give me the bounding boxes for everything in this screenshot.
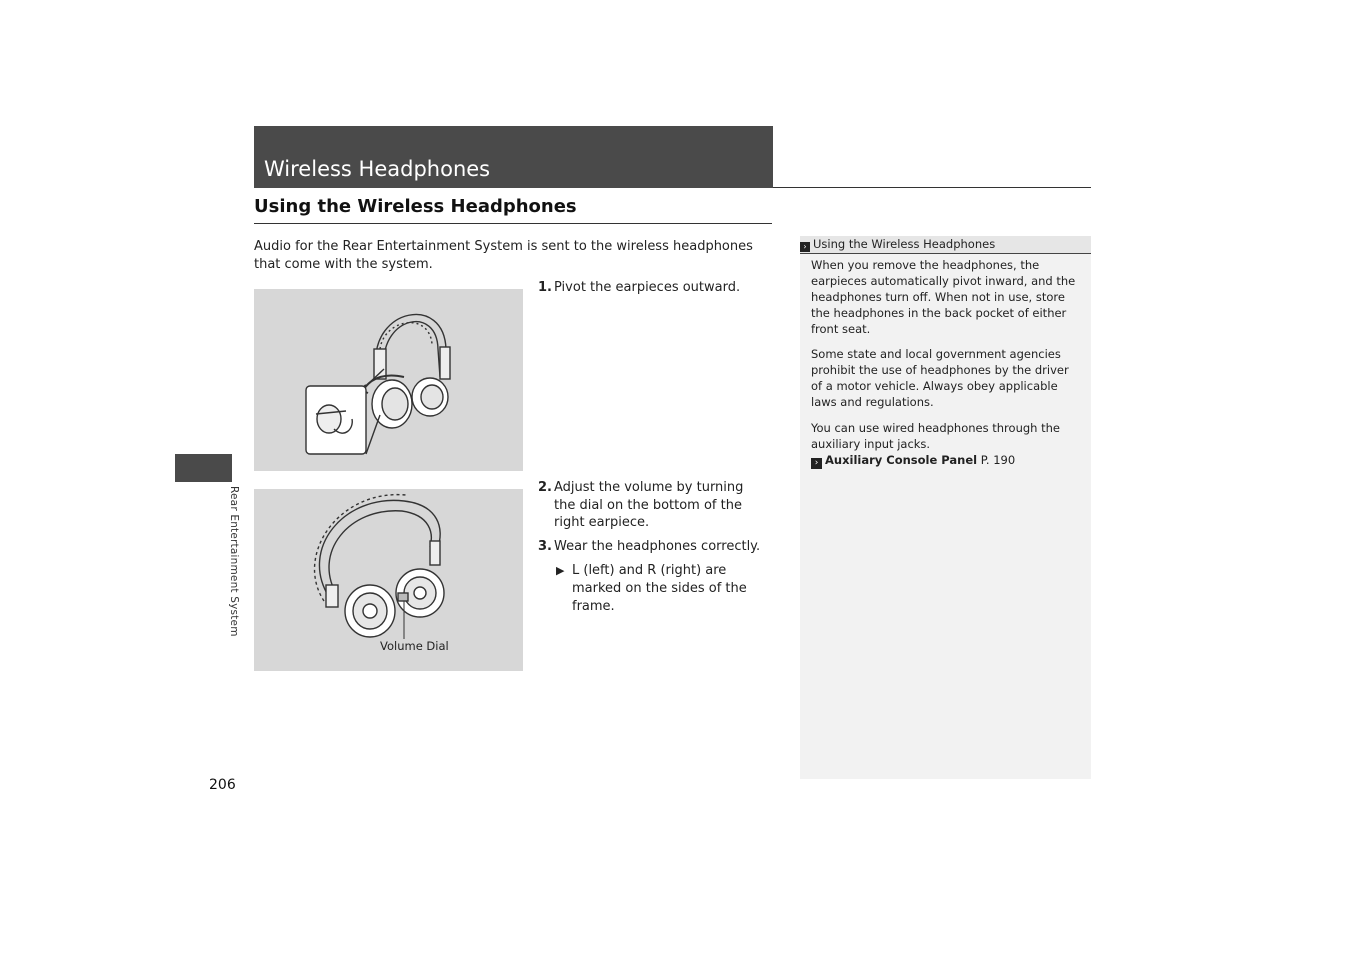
sidebar-note-2: Some state and local government agencies prohibit the use of headphones by the driver of a motor vehicle. Always obey applicable laws and regulations. xyxy=(811,347,1069,409)
step-text: Adjust the volume by turning the dial on the bottom of the right earpiece. xyxy=(554,480,744,530)
step-number: 3. xyxy=(538,539,552,554)
sidebar-heading xyxy=(800,236,1091,254)
note-reference-icon: › xyxy=(800,242,810,252)
title-rule xyxy=(773,187,1091,188)
sidebar-note-3 xyxy=(811,420,1081,469)
cross-reference-page: P. 190 xyxy=(980,453,1016,467)
headphones-pivot-illustration xyxy=(254,289,523,471)
step-text: Pivot the earpieces outward. xyxy=(554,280,741,295)
substep-result xyxy=(556,562,770,616)
chapter-title: Wireless Headphones xyxy=(264,157,491,181)
step-number: 2. xyxy=(538,480,552,495)
sidebar-heading-text: Using the Wireless Headphones xyxy=(813,237,996,251)
cross-reference-link[interactable] xyxy=(811,453,1015,467)
step-1 xyxy=(538,279,768,297)
cross-reference-arrow-icon: › xyxy=(811,458,822,469)
sidebar-notes xyxy=(800,236,1091,779)
chapter-title-bar xyxy=(254,126,773,188)
chapter-side-tab[interactable] xyxy=(175,454,232,482)
step-3 xyxy=(538,538,768,556)
sidebar-note-3-text: You can use wired headphones through the auxiliary input jacks. xyxy=(811,421,1060,451)
step-2 xyxy=(538,479,768,532)
substep-text: L (left) and R (right) are marked on the sides of the frame. xyxy=(572,563,747,614)
page-number: 206 xyxy=(209,777,236,793)
step-text: Wear the headphones correctly. xyxy=(554,539,761,554)
step-number: 1. xyxy=(538,280,552,295)
result-triangle-icon: ▶ xyxy=(556,564,565,577)
intro-paragraph: Audio for the Rear Entertainment System is sent to the wireless headphones that come with the system. xyxy=(254,239,753,272)
volume-dial-label: Volume Dial xyxy=(380,639,449,653)
figure-pivot-earpieces xyxy=(254,289,523,471)
section-heading: Using the Wireless Headphones xyxy=(254,196,772,224)
figure-volume-dial xyxy=(254,489,523,671)
sidebar-note-1: When you remove the headphones, the earpieces automatically pivot inward, and the headphones turn off. When not in use, store the headphones in the back pocket of either front seat. xyxy=(811,258,1076,336)
cross-reference-title: Auxiliary Console Panel xyxy=(825,453,978,467)
chapter-side-label: Rear Entertainment System xyxy=(228,486,240,637)
